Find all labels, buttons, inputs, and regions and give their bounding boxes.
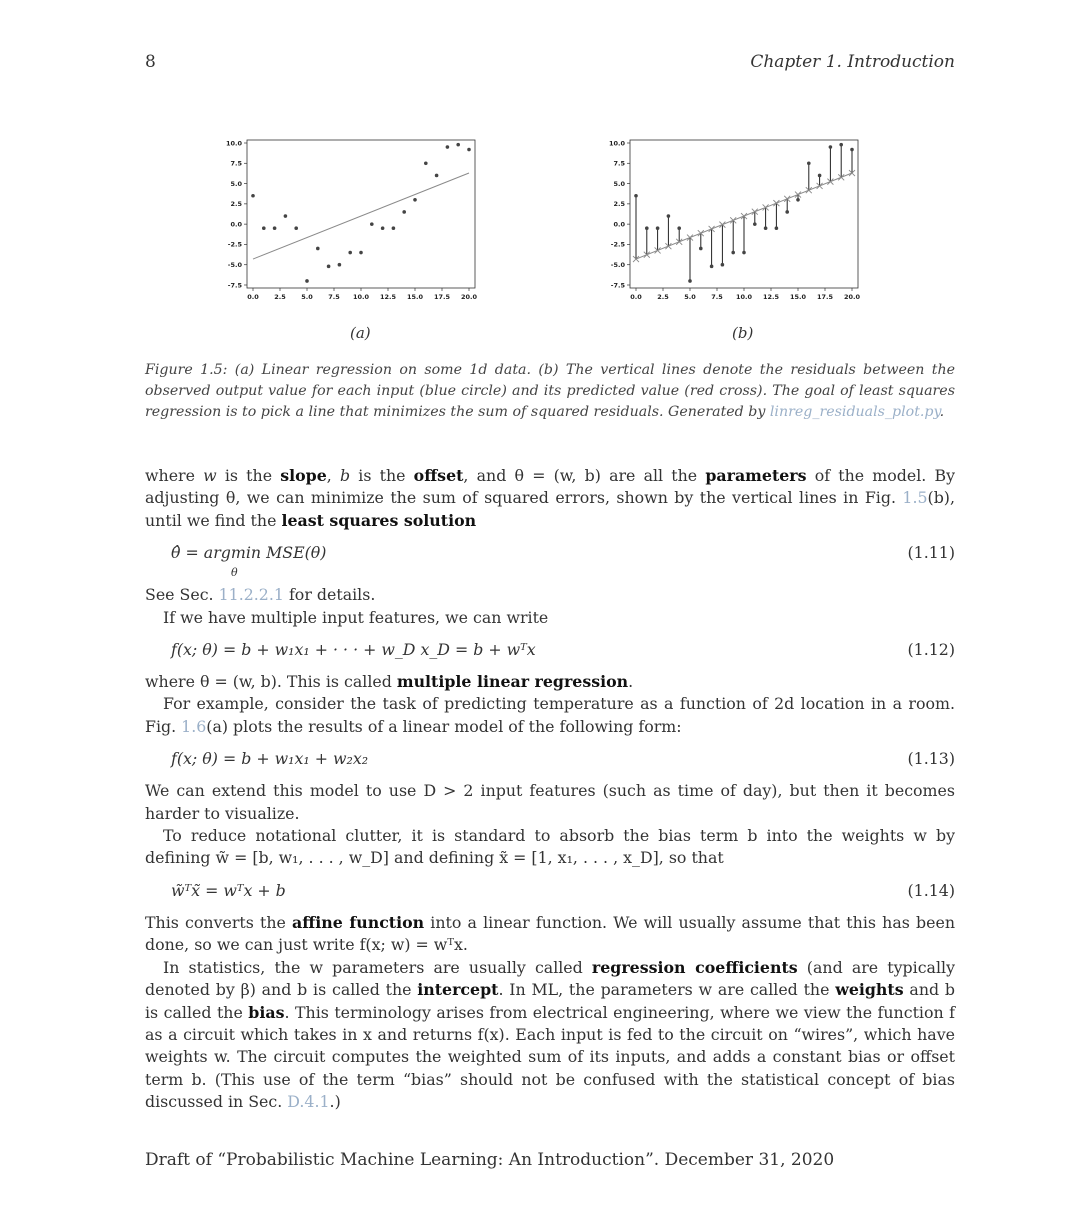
text: where xyxy=(145,466,204,485)
text: (and are typically denoted by β) and b is called the xyxy=(145,957,956,1000)
text: b xyxy=(339,466,351,485)
data-point xyxy=(327,265,331,269)
x-tick-label: 2.5 xyxy=(274,293,286,301)
data-point xyxy=(413,198,417,202)
text: (a) plots the results of a linear model of the following form: xyxy=(206,716,682,736)
y-tick-label: -5.0 xyxy=(610,261,625,270)
x-tick-label: 17.5 xyxy=(433,293,451,301)
text: is the xyxy=(350,466,414,485)
section-link[interactable]: 11.2.2.1 xyxy=(218,585,284,605)
data-point xyxy=(688,279,692,283)
paragraph-6: We can extend this model to use D > 2 input features (such as time of day), but then it becomes harder to visualize. xyxy=(145,781,955,823)
equation-1-14 xyxy=(145,874,955,908)
paragraph-1 xyxy=(145,465,955,532)
x-tick-label: 7.5 xyxy=(328,293,340,301)
term-least-squares: least squares solution xyxy=(281,510,477,530)
text: and b is called the xyxy=(145,980,955,1022)
data-point xyxy=(721,263,725,267)
data-point xyxy=(785,210,789,214)
y-tick-label: -2.5 xyxy=(610,240,625,249)
term-affine-function: affine function xyxy=(292,912,425,932)
data-point xyxy=(251,194,255,198)
x-tick-label: 5.0 xyxy=(301,293,313,301)
term-weights: weights xyxy=(835,980,904,1000)
data-point xyxy=(338,263,342,267)
data-point xyxy=(359,251,363,255)
data-point xyxy=(775,226,779,230)
term-offset: offset xyxy=(413,466,464,485)
text: This converts the xyxy=(145,912,293,932)
plot-b xyxy=(598,132,868,311)
x-tick-label: 15.0 xyxy=(406,293,424,301)
subcaption-a: (a) xyxy=(350,324,371,342)
text: of the model. By adjusting θ, we can minimize the sum of squared errors, shown by the vertical lines in Fig. xyxy=(145,466,956,508)
paragraph-7: To reduce notational clutter, it is standard to absorb the bias term b into the weights w by defining w̃ = [b, w₁, . . . , w_D] and defining x̃ = [1, x₁, . . . , x_D], so that xyxy=(145,826,955,868)
paragraph-3: If we have multiple input features, we can write xyxy=(163,607,549,627)
equation-body: w̃ᵀx̃ = wᵀx + b xyxy=(171,880,286,900)
data-point xyxy=(829,145,833,149)
y-tick-label: 10.0 xyxy=(225,139,242,148)
text: . In ML, the parameters w are called the xyxy=(498,980,836,1000)
x-tick-label: 20.0 xyxy=(460,293,478,301)
y-tick-label: 5.0 xyxy=(230,179,242,188)
equation-number: (1.11) xyxy=(907,543,955,563)
data-point xyxy=(634,194,638,198)
text: .) xyxy=(329,1092,341,1112)
section-link[interactable]: D.4.1 xyxy=(287,1092,330,1112)
caption-code-link[interactable]: linreg_residuals_plot.py xyxy=(769,404,940,420)
text: where θ = (w, b). This is called xyxy=(145,672,397,692)
plot-a xyxy=(215,132,485,311)
data-point xyxy=(370,222,374,226)
equation-1-11 xyxy=(145,536,955,580)
data-point xyxy=(294,226,298,230)
term-regression-coefficients: regression coefficients xyxy=(591,957,798,977)
equation-body: f(x; θ) = b + w₁x₁ + w₂x₂ xyxy=(171,749,369,769)
x-tick-label: 2.5 xyxy=(657,293,669,301)
paragraph-4 xyxy=(145,671,955,693)
text: into a linear function. We will usually assume that this has been done, so we can just write f(x; w) = wᵀx. xyxy=(145,912,955,955)
y-tick-label: -2.5 xyxy=(227,240,242,249)
text: , and θ = (w, b) are all the xyxy=(463,466,706,485)
plot-b-svg xyxy=(598,132,868,307)
data-point xyxy=(699,247,703,251)
y-tick-label: 0.0 xyxy=(613,220,625,229)
text: for details. xyxy=(283,585,376,605)
paragraph-8 xyxy=(145,912,955,957)
data-point xyxy=(753,222,757,226)
subcaption-b: (b) xyxy=(732,324,754,342)
equation-body: θ̂ = argmin MSE(θ) xyxy=(171,543,327,563)
equation-body: f(x; θ) = b + w₁x₁ + · · · + w_D x_D = b + wᵀx xyxy=(171,640,536,660)
data-point xyxy=(656,226,660,230)
body-text xyxy=(145,465,955,1114)
text: (b), until we find the xyxy=(145,488,955,530)
caption-end: . xyxy=(939,404,945,420)
x-tick-label: 7.5 xyxy=(711,293,723,301)
paragraph-9 xyxy=(145,957,955,1114)
chapter-title: Chapter 1. Introduction xyxy=(750,52,955,72)
text: w xyxy=(203,466,217,485)
text: is the xyxy=(216,466,281,485)
term-slope: slope xyxy=(280,466,327,485)
figure-caption xyxy=(145,360,955,423)
data-point xyxy=(305,279,309,283)
y-tick-label: 7.5 xyxy=(613,159,625,168)
data-point xyxy=(677,226,681,230)
data-point xyxy=(402,210,406,214)
data-point xyxy=(850,148,854,152)
plot-a-svg xyxy=(215,132,485,307)
x-tick-label: 10.0 xyxy=(352,293,370,301)
page-header xyxy=(145,52,955,78)
data-point xyxy=(284,214,288,218)
y-tick-label: 2.5 xyxy=(230,200,242,209)
text: , xyxy=(326,466,340,485)
data-point xyxy=(446,145,450,149)
y-tick-label: 10.0 xyxy=(608,139,625,148)
data-point xyxy=(731,251,735,255)
data-point xyxy=(807,161,811,165)
text: . xyxy=(628,672,634,692)
page-number: 8 xyxy=(145,52,156,72)
data-point xyxy=(435,174,439,178)
data-point xyxy=(348,251,352,255)
y-tick-label: 7.5 xyxy=(230,159,242,168)
y-tick-label: -7.5 xyxy=(610,281,625,290)
y-tick-label: -5.0 xyxy=(227,261,242,270)
equation-1-12 xyxy=(145,633,955,667)
page-footer: Draft of “Probabilistic Machine Learning: An Introduction”. December 31, 2020 xyxy=(145,1150,835,1170)
text: For example, consider the task of predicting temperature as a function of 2d location in a room. Fig. xyxy=(145,694,955,736)
x-tick-label: 20.0 xyxy=(843,293,861,301)
y-tick-label: 5.0 xyxy=(613,179,625,188)
data-point xyxy=(273,226,277,230)
text: . This terminology arises from electrical engineering, where we view the function f as a circuit which takes in x and returns f(x). Each input is fed to the circuit on “wires”, which have weights w. The circuit computes the weighted sum of its inputs, and adds a constant bias or offset term b. (This use of the term “bias” should not be confused with the statistical concept of bias discussed in Sec. xyxy=(145,1002,955,1112)
data-point xyxy=(316,247,320,251)
fig-link[interactable]: 1.5 xyxy=(902,488,928,508)
x-tick-label: 0.0 xyxy=(630,293,642,301)
x-tick-label: 10.0 xyxy=(735,293,753,301)
equation-number: (1.14) xyxy=(907,880,955,900)
x-tick-label: 17.5 xyxy=(816,293,834,301)
plot-frame xyxy=(630,140,858,288)
data-point xyxy=(262,226,266,230)
data-point xyxy=(796,198,800,202)
equation-number: (1.13) xyxy=(907,749,955,769)
data-point xyxy=(381,226,385,230)
y-tick-label: 0.0 xyxy=(230,220,242,229)
x-tick-label: 12.5 xyxy=(379,293,397,301)
data-point xyxy=(710,265,714,269)
term-intercept: intercept xyxy=(417,980,499,1000)
text: In statistics, the w parameters are usually called xyxy=(163,957,592,977)
text: See Sec. xyxy=(145,585,219,605)
data-point xyxy=(456,143,460,147)
term-multiple-linear-regression: multiple linear regression xyxy=(396,672,629,692)
paragraph-2 xyxy=(145,584,955,606)
data-point xyxy=(764,226,768,230)
y-tick-label: -7.5 xyxy=(227,281,242,290)
data-point xyxy=(839,143,843,147)
data-point xyxy=(424,161,428,165)
data-point xyxy=(392,226,396,230)
x-tick-label: 12.5 xyxy=(762,293,780,301)
data-point xyxy=(742,251,746,255)
equation-subscript: θ xyxy=(231,566,238,580)
data-point xyxy=(645,226,649,230)
data-point xyxy=(818,174,822,178)
data-point xyxy=(667,214,671,218)
paragraph-5 xyxy=(145,693,955,738)
caption-text: Figure 1.5: (a) Linear regression on some 1d data. (b) The vertical lines denote the residuals between the observed output value for each input (blue circle) and its predicted value (red cross). The goal of least squares regression is to pick a line that minimizes the sum of squared residuals. Generated by xyxy=(145,362,955,420)
x-tick-label: 5.0 xyxy=(684,293,696,301)
x-tick-label: 15.0 xyxy=(789,293,807,301)
equation-number: (1.12) xyxy=(907,640,955,660)
plot-frame xyxy=(247,140,475,288)
term-parameters: parameters xyxy=(705,466,807,485)
term-bias: bias xyxy=(248,1002,285,1022)
x-tick-label: 0.0 xyxy=(247,293,259,301)
fig-link[interactable]: 1.6 xyxy=(181,716,207,736)
data-point xyxy=(467,148,471,152)
y-tick-label: 2.5 xyxy=(613,200,625,209)
equation-1-13 xyxy=(145,742,955,776)
